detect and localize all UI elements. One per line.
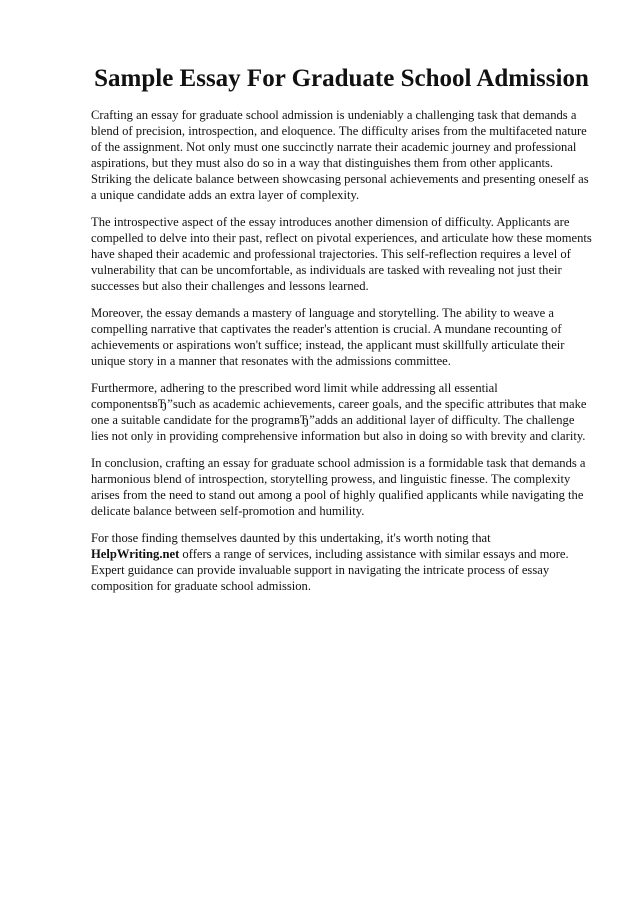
closing-intro: For those finding themselves daunted by this undertaking, it's worth noting that bbox=[91, 531, 491, 545]
brand-name: HelpWriting.net bbox=[91, 547, 180, 561]
document-title: Sample Essay For Graduate School Admission bbox=[94, 65, 589, 92]
paragraph-3: Moreover, the essay demands a mastery of language and storytelling. The ability to weave a compelling narrative that captivates the reader's attention is crucial. A mundane recounting of achievements or aspirations won't suffice; instead, the applicant must skillfully articulate their unique story in a manner that resonates with the admissions committee. bbox=[91, 306, 565, 368]
closing-rest: offers a range of services, including assistance with similar essays and more. Expert guidance can provide invaluable support in navigating the intricate process of essay composition for graduate school admission. bbox=[91, 547, 569, 593]
paragraph-4: Furthermore, adhering to the prescribed word limit while addressing all essential componentsвЂ”such as academic achievements, career goals, and the specific attributes that make one a suitable candidate for the programвЂ”adds an additional layer of difficulty. The challenge lies not only in providing comprehensive information but also in doing so with brevity and clarity. bbox=[91, 381, 587, 443]
paragraph-1: Crafting an essay for graduate school admission is undeniably a challenging task that demands a blend of precision, introspection, and eloquence. The difficulty arises from the multifaceted nature of the assignment. Not only must one succinctly narrate their academic journey and professional aspirations, but they must also do so in a way that distinguishes them from other applicants. Striking the delicate balance between showcasing personal achievements and presenting oneself as a unique candidate adds an extra layer of complexity. bbox=[91, 108, 589, 202]
closing-paragraph bbox=[91, 530, 592, 594]
paragraph-5: In conclusion, crafting an essay for graduate school admission is a formidable task that demands a harmonious blend of introspection, storytelling prowess, and linguistic finesse. The complexity arises from the need to stand out among a pool of highly qualified applicants while navigating the delicate balance between self-promotion and humility. bbox=[91, 456, 586, 518]
paragraph-2: The introspective aspect of the essay introduces another dimension of difficulty. Applicants are compelled to delve into their past, reflect on pivotal experiences, and articulate how these moments have shaped their academic and professional trajectories. This self-reflection requires a level of vulnerability that can be uncomfortable, as individuals are tasked with revealing not just their successes but also their challenges and lessons learned. bbox=[91, 215, 592, 293]
